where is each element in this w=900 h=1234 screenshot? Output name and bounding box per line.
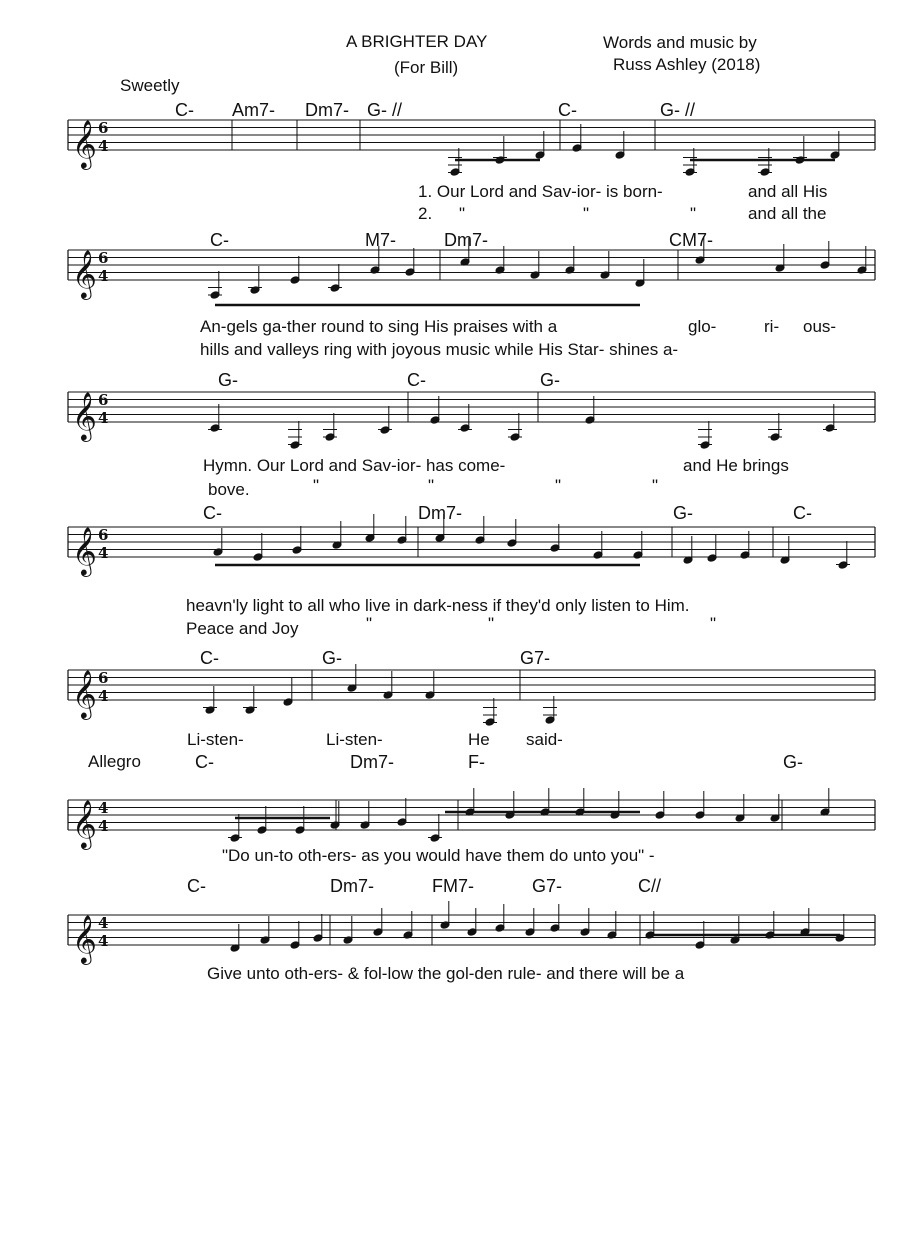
chord-symbol: M7- <box>365 230 396 250</box>
chord-symbol: C- <box>210 230 229 250</box>
chord-symbol: C- <box>203 503 222 523</box>
time-signature-top: 4 <box>98 914 109 932</box>
chord-symbol: Am7- <box>232 100 276 120</box>
tempo-marking-allegro: Allegro <box>88 752 141 771</box>
lyric-line: Li-sten- <box>326 730 383 749</box>
lyric-line: heavn'ly light to all who live in dark-ness if they'd only listen to Him. <box>186 596 690 615</box>
chord-symbol: C- <box>187 876 206 896</box>
lyric-line: "Do un-to oth-ers- as you would have them do unto you" - <box>222 846 655 865</box>
time-signature-bottom: 4 <box>98 267 109 285</box>
time-signature-top: 6 <box>98 526 109 544</box>
lyric-line: He <box>468 730 490 749</box>
time-signature-top: 6 <box>98 391 109 409</box>
time-signature-top: 6 <box>98 249 109 267</box>
chord-symbol: Dm7- <box>418 503 462 523</box>
time-signature-top: 6 <box>98 669 109 687</box>
treble-clef-icon: 𝄞 <box>72 391 97 440</box>
lyric-line: and He brings <box>683 456 789 475</box>
chord-symbol: F- <box>468 752 485 772</box>
treble-clef-icon: 𝄞 <box>72 526 97 575</box>
lyric-line: said- <box>526 730 563 749</box>
time-signature-bottom: 4 <box>98 544 109 562</box>
lyric-line: " <box>555 476 562 495</box>
lyric-line: " <box>313 476 320 495</box>
lyric-line: Li-sten- <box>187 730 244 749</box>
treble-clef-icon: 𝄞 <box>72 914 97 963</box>
lyric-line: and all His <box>748 182 828 201</box>
lyric-line: An-gels ga-ther round to sing His praises with a <box>200 317 558 336</box>
time-signature-bottom: 4 <box>98 137 109 155</box>
chord-symbol: C- <box>407 370 426 390</box>
lyric-line: " <box>690 204 697 223</box>
lyric-line: " <box>710 614 717 633</box>
lyric-line: 1. Our Lord and Sav-ior- is born- <box>418 182 663 201</box>
song-title: A BRIGHTER DAY <box>346 32 488 51</box>
time-signature-bottom: 4 <box>98 932 109 950</box>
chord-symbol: C// <box>638 876 662 896</box>
lyric-line: 2. <box>418 204 433 223</box>
chord-symbol: Dm7- <box>350 752 394 772</box>
lyric-line: " <box>366 614 373 633</box>
treble-clef-icon: 𝄞 <box>72 799 97 848</box>
lyric-line: ous- <box>803 317 837 336</box>
chord-symbol: CM7- <box>669 230 713 250</box>
time-signature-bottom: 4 <box>98 817 109 835</box>
lyric-line: glo- <box>688 317 717 336</box>
chord-symbol: Dm7- <box>305 100 349 120</box>
treble-clef-icon: 𝄞 <box>72 669 97 718</box>
time-signature-bottom: 4 <box>98 687 109 705</box>
chord-symbol: G- <box>783 752 803 772</box>
tempo-marking-sweetly: Sweetly <box>120 76 180 95</box>
chord-symbol: C- <box>793 503 812 523</box>
time-signature-top: 6 <box>98 119 109 137</box>
chord-symbol: G7- <box>532 876 563 896</box>
lyric-line: bove. <box>208 480 250 499</box>
lyric-line: " <box>428 476 435 495</box>
lyric-line: hills and valleys ring with joyous music while His Star- shines a- <box>200 340 679 359</box>
chord-symbol: FM7- <box>432 876 474 896</box>
chord-symbol: G7- <box>520 648 551 668</box>
chord-symbol: G- <box>218 370 238 390</box>
song-subtitle: (For Bill) <box>394 58 459 77</box>
lyric-line: Give unto oth-ers- & fol-low the gol-den rule- and there will be a <box>207 964 685 983</box>
lyric-line: " <box>583 204 590 223</box>
chord-symbol: G- // <box>660 100 695 120</box>
chord-symbol: G- // <box>367 100 402 120</box>
credit-line-2: Russ Ashley (2018) <box>613 55 761 74</box>
treble-clef-icon: 𝄞 <box>72 119 97 168</box>
chord-symbol: C- <box>200 648 219 668</box>
chord-symbol: G- <box>322 648 342 668</box>
chord-symbol: C- <box>195 752 214 772</box>
lyric-line: " <box>488 614 495 633</box>
lyric-line: " <box>652 476 659 495</box>
treble-clef-icon: 𝄞 <box>72 249 97 298</box>
time-signature-top: 4 <box>98 799 109 817</box>
credit-line-1: Words and music by <box>603 33 757 52</box>
chord-symbol: Dm7- <box>444 230 488 250</box>
chord-symbol: G- <box>673 503 693 523</box>
lyric-line: ri- <box>764 317 780 336</box>
chord-symbol: Dm7- <box>330 876 374 896</box>
lyric-line: Peace and Joy <box>186 619 299 638</box>
lyric-line: Hymn. Our Lord and Sav-ior- has come- <box>203 456 506 475</box>
chord-symbol: G- <box>540 370 560 390</box>
chord-symbol: C- <box>558 100 577 120</box>
chord-symbol: C- <box>175 100 194 120</box>
time-signature-bottom: 4 <box>98 409 109 427</box>
lyric-line: and all the <box>748 204 827 223</box>
lyric-line: " <box>459 204 466 223</box>
